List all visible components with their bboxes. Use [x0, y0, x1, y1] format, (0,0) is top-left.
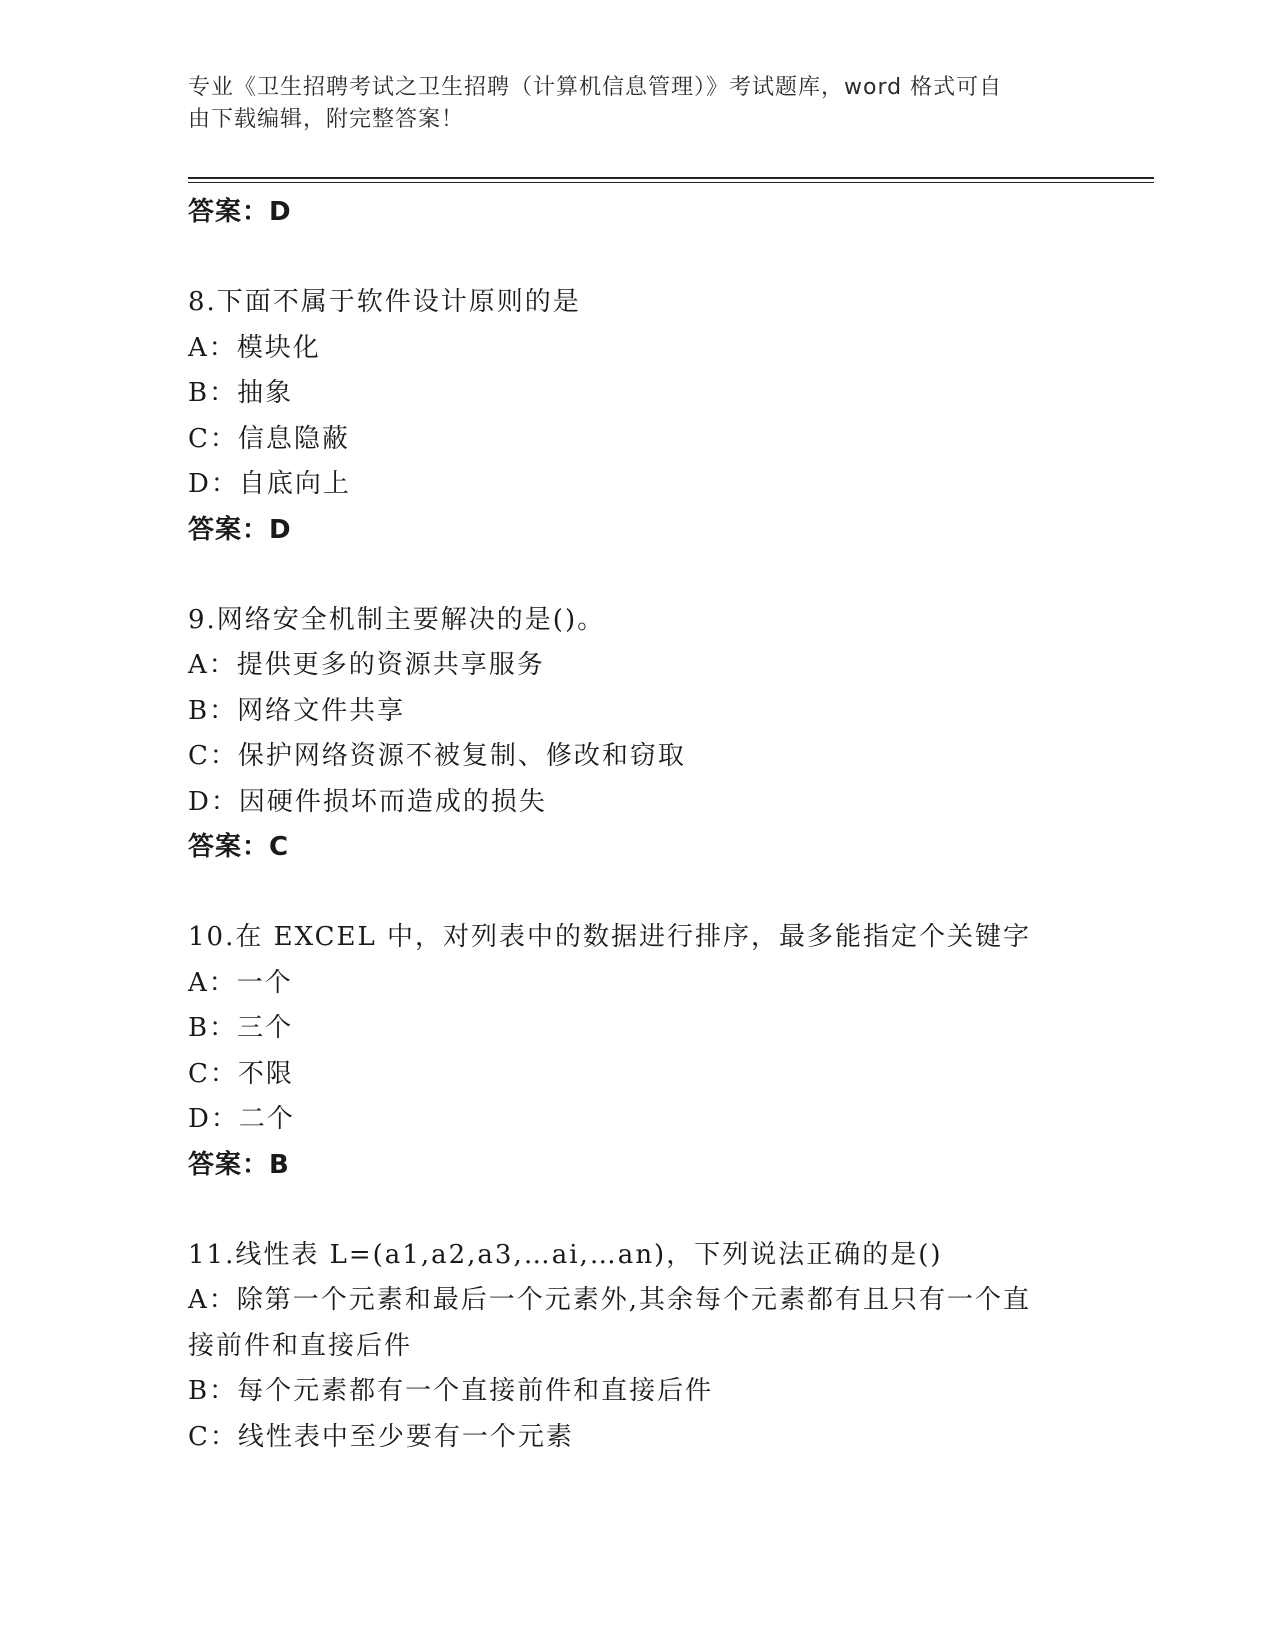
question-list [188, 190, 1088, 1460]
option-b: B：三个 [188, 1013, 294, 1043]
question-11 [188, 1233, 1088, 1461]
option-c: C：信息隐蔽 [188, 423, 350, 454]
option-c: C：线性表中至少要有一个元素 [188, 1421, 574, 1452]
document-header [188, 72, 1068, 136]
spacer [188, 871, 1088, 916]
option-a-continued: 接前件和直接后件 [188, 1330, 413, 1361]
question-9 [188, 598, 1088, 871]
question-answer: 答案：C [188, 832, 290, 862]
question-stem: 10.在 EXCEL 中，对列表中的数据进行排序，最多能指定个关键字 [188, 922, 1032, 952]
spacer [188, 553, 1088, 598]
option-b: B：每个元素都有一个直接前件和直接后件 [188, 1376, 714, 1406]
spacer [188, 1188, 1088, 1233]
header-divider-thick [188, 177, 1154, 179]
header-divider-thin [188, 182, 1154, 183]
option-a: A：模块化 [188, 332, 321, 363]
header-line-1: 专业《卫生招聘考试之卫生招聘（计算机信息管理）》考试题库，word 格式可自 [188, 75, 1003, 100]
question-answer: 答案：B [188, 1149, 290, 1180]
option-c: C：保护网络资源不被复制、修改和窃取 [188, 741, 686, 771]
option-c: C：不限 [188, 1058, 294, 1089]
option-d: D：二个 [188, 1104, 295, 1134]
previous-answer: 答案：D [188, 197, 292, 227]
question-stem: 8.下面不属于软件设计原则的是 [188, 287, 581, 317]
header-line-2: 由下载编辑，附完整答案！ [188, 107, 465, 132]
option-a: A：除第一个元素和最后一个元素外,其余每个元素都有且只有一个直 [188, 1285, 1032, 1315]
option-d: D：自底向上 [188, 469, 351, 499]
option-b: B：网络文件共享 [188, 695, 406, 726]
question-10 [188, 915, 1088, 1188]
question-8 [188, 280, 1088, 553]
option-d: D：因硬件损坏而造成的损失 [188, 786, 547, 817]
question-answer: 答案：D [188, 514, 292, 545]
spacer [188, 236, 1088, 281]
question-stem: 9.网络安全机制主要解决的是()。 [188, 604, 606, 635]
option-b: B：抽象 [188, 378, 294, 408]
option-a: A：提供更多的资源共享服务 [188, 650, 545, 680]
option-a: A：一个 [188, 967, 293, 998]
question-stem: 11.线性表 L=(a1,a2,a3,…ai,…an)，下列说法正确的是() [188, 1239, 943, 1270]
